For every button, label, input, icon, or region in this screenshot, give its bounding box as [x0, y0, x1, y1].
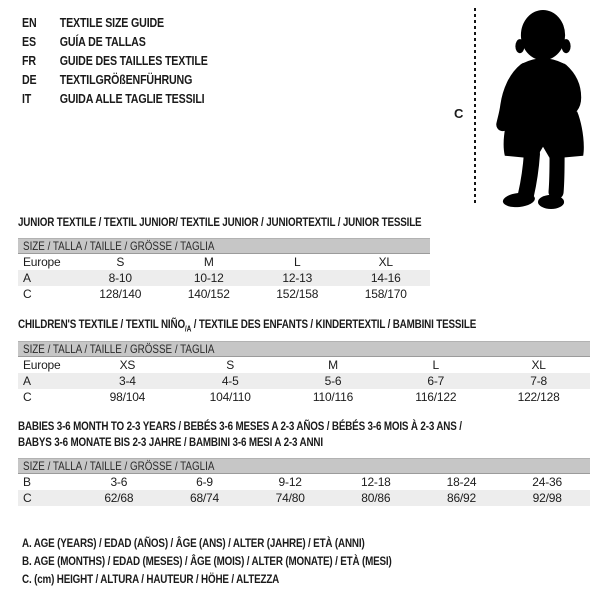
language-title: GUIDA ALLE TAGLIE TESSILI	[59, 91, 205, 106]
table-row	[18, 474, 590, 490]
height-measure-line	[474, 8, 476, 206]
size-cell: 12-13	[282, 271, 313, 285]
row-label: C	[23, 390, 32, 404]
size-header-bar: SIZE / TALLA / TAILLE / GRÖSSE / TAGLIA	[18, 458, 590, 474]
footnote-age-years: A. AGE (YEARS) / EDAD (AÑOS) / ÂGE (ANS) / ALTER (JAHRE) / ETÀ (ANNI)	[22, 536, 365, 550]
language-code: ES	[22, 34, 36, 49]
row-label: A	[23, 374, 31, 388]
table-row	[18, 286, 430, 302]
size-cell: L	[432, 358, 440, 372]
size-cell: 80/86	[361, 491, 391, 505]
language-title: TEXTILGRÖßENFÜHRUNG	[59, 72, 193, 87]
size-cell: M	[328, 358, 338, 372]
size-header-bar: SIZE / TALLA / TAILLE / GRÖSSE / TAGLIA	[18, 238, 430, 254]
size-cell: XS	[119, 358, 136, 372]
size-cell: 158/170	[364, 287, 407, 301]
size-cell: 14-16	[370, 271, 401, 285]
language-row	[22, 89, 248, 108]
language-code: IT	[22, 91, 32, 106]
legend-footnotes	[22, 534, 473, 588]
language-row	[22, 13, 248, 32]
size-cell: 68/74	[189, 491, 219, 505]
size-cell: 98/104	[109, 390, 146, 404]
size-cell: 10-12	[193, 271, 224, 285]
size-cell: XL	[378, 255, 393, 269]
table-row	[18, 490, 590, 506]
size-cell: 9-12	[278, 475, 302, 489]
size-cell: 92/98	[532, 491, 562, 505]
size-cell: 4-5	[221, 374, 239, 388]
babies-size-table	[18, 458, 590, 506]
language-code: FR	[22, 53, 36, 68]
size-cell: S	[116, 255, 125, 269]
row-label: A	[23, 271, 31, 285]
size-cell: L	[294, 255, 301, 269]
table-row	[18, 373, 590, 389]
row-label: Europe	[23, 255, 61, 269]
language-row	[22, 32, 248, 51]
size-cell: 8-10	[108, 271, 132, 285]
size-cell: 7-8	[530, 374, 547, 388]
size-cell: 74/80	[275, 491, 305, 505]
size-cell: 152/158	[276, 287, 319, 301]
size-cell: 18-24	[446, 475, 477, 489]
size-figure	[452, 2, 600, 214]
size-cell: 140/152	[187, 287, 230, 301]
size-cell: 62/68	[104, 491, 134, 505]
size-cell: 3-4	[119, 374, 136, 388]
size-cell: 122/128	[517, 390, 560, 404]
children-table-title: CHILDREN'S TEXTILE / TEXTIL $NIÑO_{/A}$ / TEXTILE DES ENFANTS / KINDERTEXTIL / BAMBINI TESSILE	[18, 317, 477, 334]
row-label: C	[23, 491, 32, 505]
size-cell: 110/116	[312, 390, 354, 404]
size-header-bar: SIZE / TALLA / TAILLE / GRÖSSE / TAGLIA	[18, 341, 590, 357]
language-row	[22, 51, 248, 70]
language-code: DE	[22, 72, 37, 87]
junior-table-title: JUNIOR TEXTILE / TEXTIL JUNIOR/ TEXTILE JUNIOR / JUNIORTEXTIL / JUNIOR TESSILE	[18, 215, 422, 229]
language-title: TEXTILE SIZE GUIDE	[59, 15, 164, 30]
babies-table-title: BABIES 3-6 MONTH TO 2-3 YEARS / BEBÉS 3-6 MESES A 2-3 AÑOS / BÉBÉS 3-6 MOIS À 2-3 ANS / BABYS 3-6 MONATE BIS 2-3 JAHRE / BAMBINI 3-6 MESI A 2-3 ANNI	[18, 419, 462, 449]
size-cell: 86/92	[446, 491, 476, 505]
language-row	[22, 70, 248, 89]
table-row	[18, 270, 430, 286]
language-title: GUÍA DE TALLAS	[59, 34, 146, 49]
size-cell: 116/122	[415, 390, 457, 404]
language-code: EN	[22, 15, 37, 30]
size-cell: 6-9	[196, 475, 213, 489]
row-label: C	[23, 287, 32, 301]
height-measure-label: C	[454, 106, 464, 121]
footnote-height: C. (cm) HEIGHT / ALTURA / HAUTEUR / HÖHE / ALTEZZA	[22, 572, 280, 586]
size-cell: 128/140	[99, 287, 142, 301]
size-cell: S	[226, 358, 235, 372]
language-title: GUIDE DES TAILLES TEXTILE	[59, 53, 208, 68]
size-cell: 24-36	[532, 475, 562, 489]
table-row	[18, 389, 590, 405]
size-cell: XL	[531, 358, 546, 372]
size-cell: 5-6	[324, 374, 342, 388]
size-cell: 3-6	[110, 475, 128, 489]
table-row	[18, 357, 590, 373]
row-label: Europe	[23, 358, 61, 372]
size-cell: 6-7	[427, 374, 445, 388]
junior-size-table	[18, 238, 430, 302]
children-size-table	[18, 341, 590, 405]
language-list	[22, 13, 248, 108]
footnote-age-months: B. AGE (MONTHS) / EDAD (MESES) / ÂGE (MOIS) / ALTER (MONATE) / ETÀ (MESI)	[22, 554, 392, 568]
row-label: B	[23, 475, 31, 489]
toddler-silhouette-image	[486, 5, 598, 211]
size-cell: 104/110	[209, 390, 251, 404]
size-cell: M	[203, 255, 214, 269]
size-cell: 12-18	[360, 475, 391, 489]
table-row	[18, 254, 430, 270]
